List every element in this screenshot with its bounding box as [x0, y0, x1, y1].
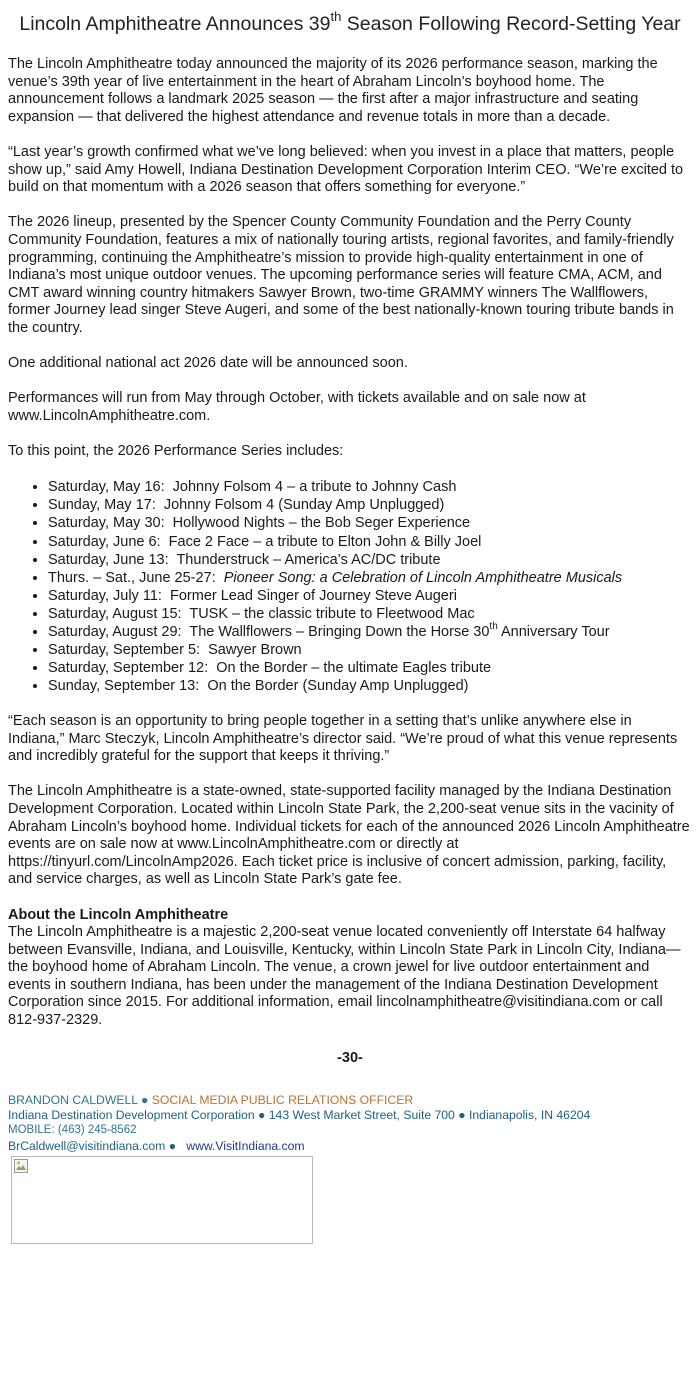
- intro-paragraph: The Lincoln Amphitheatre today announced the majority of its 2026 performance season, marking the venue’s 39th year of live entertainment in the heart of Abraham Lincoln’s boyhood home. The announcement follows a landmark 2025 season — the first after a major infrastructure and seating expansion — that delivered the highest attendance and revenue totals in more than a decade.: [8, 56, 658, 125]
- signature-line-4: [8, 1139, 692, 1154]
- signature-website-link[interactable]: www.VisitIndiana.com: [186, 1138, 305, 1153]
- signature-address: 143 West Market Street, Suite 700: [268, 1108, 455, 1123]
- bullet-separator: ●: [168, 1138, 177, 1153]
- list-item: • Thurs. – Sat., June 25-27: Pioneer Song: a Celebration of Lincoln Amphitheatre Musicals: [48, 569, 692, 587]
- title-text-after: Season Following Record-Setting Year: [341, 13, 681, 35]
- list-item: • Sunday, September 13: On the Border (Sunday Amp Unplugged): [48, 677, 692, 695]
- signature-line-2: [8, 1108, 692, 1123]
- list-item: • Sunday, May 17: Johnny Folsom 4 (Sunday Amp Unplugged): [48, 496, 692, 514]
- signature-line-1: [8, 1093, 692, 1108]
- lineup-paragraph: The 2026 lineup, presented by the Spencer County Community Foundation and the Perry County Community Foundation, features a mix of nationally touring artists, regional favorites, and family-friendly programming, continuing the Amphitheatre’s mission to provide high-quality entertainment in one of Indiana’s most unique outdoor venues. The upcoming performance series will feature CMA, ACM, and CMT award winning country hitmakers Sawyer Brown, two-time GRAMMY winners The Wallflowers, former Journey lead singer Steve Augeri, and some of the best nationally-known touring tribute bands in the country.: [8, 214, 674, 336]
- page-title: [8, 8, 692, 37]
- list-item: • Saturday, August 15: TUSK – the classic tribute to Fleetwood Mac: [48, 605, 692, 623]
- series-intro-paragraph: To this point, the 2026 Performance Series includes:: [8, 443, 344, 460]
- list-item: • Saturday, July 11: Former Lead Singer of Journey Steve Augeri: [48, 587, 692, 605]
- howell-quote-paragraph: “Last year’s growth confirmed what we’ve long believed: when you invest in a place that matters, people show up,” said Amy Howell, Indiana Destination Development Corporation Interim CEO. “We’re excited to build on that momentum with a 2026 season that offers something for everyone.”: [8, 143, 684, 196]
- signature-role: SOCIAL MEDIA PUBLIC RELATIONS OFFICER: [151, 1092, 414, 1107]
- about-heading: About the Lincoln Amphitheatre: [8, 906, 229, 923]
- performance-list: [8, 478, 692, 695]
- list-item: • Saturday, June 6: Face 2 Face – a tribute to Elton John & Billy Joel: [48, 533, 692, 551]
- state-owned-paragraph: The Lincoln Amphitheatre is a state-owned, state-supported facility managed by the Indiana Destination Development Corporation. Located within Lincoln State Park, the 2,200-seat venue sits in the vacinity of Abraham Lincoln’s boyhood home. Individual tickets for each of the announced 2026 Lincoln Amphitheatre events are on sale now at www.LincolnAmphitheatre.com or directly at https://tinyurl.com/LincolnAmp2026. Each ticket price is inclusive of concert admission, parking, facility, and service charges, as well as Lincoln State Park’s gate fee.: [8, 783, 690, 888]
- signature-city: Indianapolis, IN 46204: [469, 1108, 591, 1123]
- signature-mobile: MOBILE: (463) 245-8562: [8, 1124, 137, 1137]
- title-text-before: Lincoln Amphitheatre Announces 39: [19, 13, 331, 35]
- bullet-separator: ●: [458, 1108, 466, 1123]
- additional-act-paragraph: One additional national act 2026 date will be announced soon.: [8, 355, 408, 372]
- title-superscript: th: [330, 8, 342, 24]
- list-item: • Saturday, June 13: Thunderstruck – America’s AC/DC tribute: [48, 551, 692, 569]
- performances-paragraph: Performances will run from May through October, with tickets available and on sale now at www.LincolnAmphitheatre.com.: [8, 390, 586, 424]
- list-item: • Saturday, September 12: On the Border – the ultimate Eagles tribute: [48, 659, 692, 677]
- signature-name: BRANDON CALDWELL: [8, 1092, 138, 1107]
- signature-org: Indiana Destination Development Corporation: [8, 1108, 255, 1123]
- bullet-separator: ●: [140, 1092, 149, 1107]
- list-item: • Saturday, August 29: The Wallflowers – Bringing Down the Horse 30th Anniversary Tour: [48, 623, 692, 641]
- about-paragraph: The Lincoln Amphitheatre is a majestic 2,200-seat venue located conveniently off Interstate 64 halfway between Evansville, Indiana, and Louisville, Kentucky, within Lincoln State Park in Lincoln City, Indiana—the boyhood home of Abraham Lincoln. The venue, a crown jewel for live outdoor entertainment and events in southern Indiana, has been under the management of the Indiana Destination Development Corporation since 2015. For additional information, email lincolnamphitheatre@visitindiana.com or call 812-937-2329.: [8, 924, 681, 1029]
- bullet-separator: ●: [258, 1108, 266, 1123]
- signature-image-placeholder: [11, 1156, 313, 1244]
- list-item: • Saturday, May 16: Johnny Folsom 4 – a tribute to Johnny Cash: [48, 478, 692, 496]
- steczyk-quote-paragraph: “Each season is an opportunity to bring people together in a setting that’s unlike anywhere else in Indiana,” Marc Steczyk, Lincoln Amphitheatre’s director said. “We’re proud of what this venue represents and incredibly grateful for the support that keeps it thriving.”: [8, 712, 678, 765]
- end-mark: -30-: [337, 1049, 363, 1066]
- list-item: • Saturday, May 30: Hollywood Nights – the Bob Seger Experience: [48, 514, 692, 532]
- signature-email-link[interactable]: BrCaldwell@visitindiana.com: [8, 1138, 166, 1153]
- email-signature: [8, 1093, 692, 1155]
- press-release-page: [0, 8, 700, 1244]
- list-item: • Saturday, September 5: Sawyer Brown: [48, 641, 692, 659]
- broken-image-icon: [14, 1159, 28, 1173]
